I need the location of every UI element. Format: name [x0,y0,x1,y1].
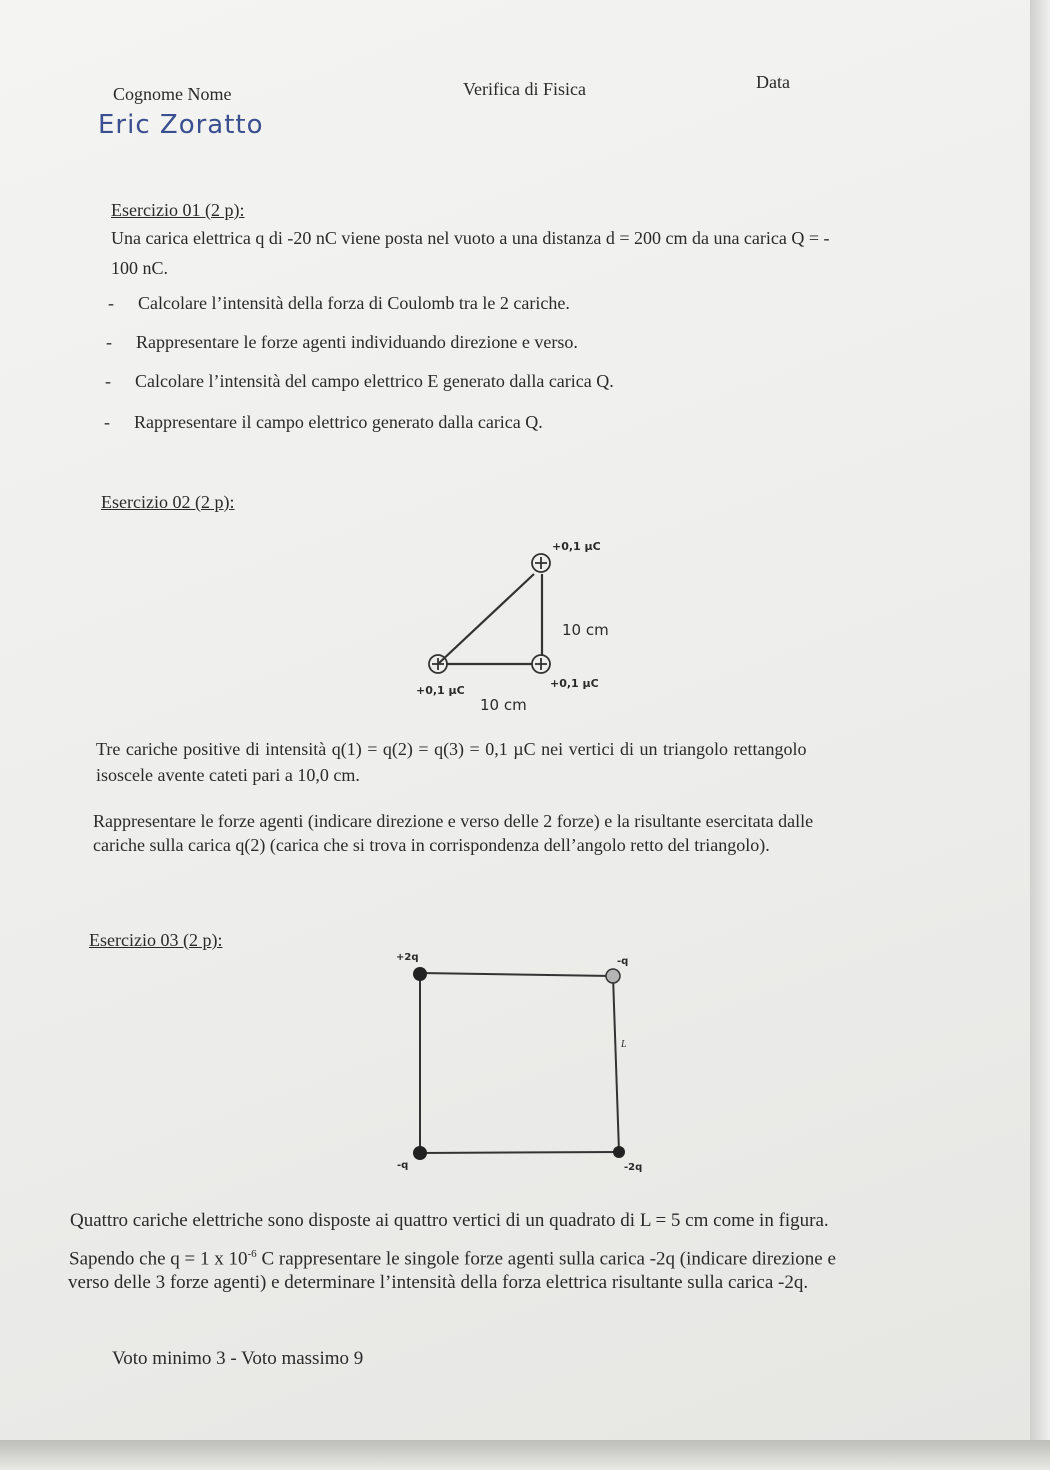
ex1-text-line1: Una carica elettrica q di -20 nC viene posta nel vuoto a una distanza d = 200 cm da una carica Q = - [111,228,830,248]
ex2-text2-line1: Rappresentare le forze agenti (indicare direzione e verso delle 2 forze) e la risultante esercitata dalle [93,811,814,831]
student-name: Eric Zoratto [98,110,264,140]
page-edge-right [1030,0,1050,1470]
ex3-title: Esercizio 03 (2 p): [89,930,223,950]
name-label: Cognome Nome [113,84,232,104]
charge-bottom-right-label: -2q [624,1162,643,1173]
charge-top-right-icon [606,969,620,983]
side-horizontal-label: 10 cm [480,696,527,714]
date-label: Data [756,72,790,92]
ex3-text-line1: Quattro cariche elettriche sono disposte ai quattro vertici di un quadrato di L = 5 cm come in figura. [70,1210,829,1231]
ex2-text1-line1: Tre cariche positive di intensità q(1) = q(2) = q(3) = 0,1 µC nei vertici di un triangolo rettangolo [96,739,807,759]
ex3-text-line2: Sapendo che q = 1 x $10^{-6}$ C rappresentare le singole forze agenti sulla carica -2q (indicare direzione e [69,1248,836,1270]
ex1-bullet: - Rappresentare le forze agenti individuando direzione e verso. [106,332,578,352]
grading-footer: Voto minimo 3 - Voto massimo 9 [112,1348,364,1369]
ex1-title: Esercizio 01 (2 p): [111,200,245,220]
ex3-text-line3: verso delle 3 forze agenti) e determinare l’intensità della forza elettrica risultante sulla carica -2q. [68,1272,809,1293]
side-length-label: L [621,1039,627,1050]
charge-right-label: +0,1 µC [550,677,599,690]
square-right-side [613,976,619,1152]
charge-right-icon [532,655,550,673]
charge-top-left-icon [413,967,427,981]
page-edge-bottom [0,1440,1050,1470]
exam-title: Verifica di Fisica [463,79,586,99]
charge-top-label: +0,1 µC [552,540,601,553]
charge-bottom-left-label: -q [397,1160,409,1171]
ex1-bullet: - Rappresentare il campo elettrico generato dalla carica Q. [104,412,543,432]
ex2-title: Esercizio 02 (2 p): [101,492,235,512]
charge-bottom-right-icon [613,1146,625,1158]
charge-bottom-left-icon [413,1146,427,1160]
charge-top-icon [532,554,550,572]
side-vertical-label: 10 cm [562,621,609,639]
charge-left-icon [429,655,447,673]
ex2-text1-line2: isoscele avente cateti pari a 10,0 cm. [96,765,360,785]
ex1-bullet: - Calcolare l’intensità del campo elettrico E generato dalla carica Q. [105,371,614,391]
charge-top-left-label: +2q [396,952,419,963]
square-figure [400,960,640,1160]
charge-left-label: +0,1 µC [416,684,465,697]
hypotenuse-line [438,574,534,664]
square-bottom-side [420,1152,619,1153]
ex1-bullet: - Calcolare l’intensità della forza di Coulomb tra le 2 cariche. [108,293,570,313]
ex2-text2-line2: cariche sulla carica q(2) (carica che si trova in corrispondenza dell’angolo retto del triangolo). [93,835,770,855]
square-top-side [420,973,612,976]
charge-top-right-label: -q [617,956,629,967]
ex1-text-line2: 100 nC. [111,258,169,278]
